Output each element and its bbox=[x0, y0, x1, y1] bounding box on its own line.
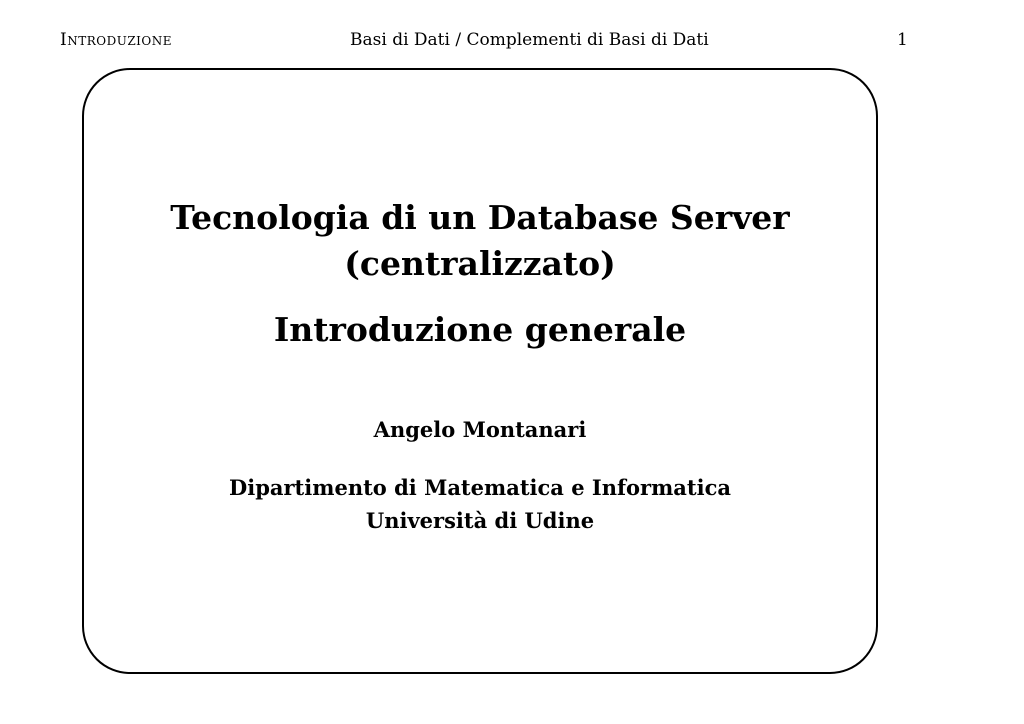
slide-title-line1: Tecnologia di un Database Server bbox=[170, 198, 790, 237]
author-name: Angelo Montanari bbox=[373, 417, 587, 442]
page-number: 1 bbox=[897, 30, 908, 50]
department: Dipartimento di Matematica e Informatica bbox=[229, 475, 731, 500]
slide-frame bbox=[82, 68, 878, 674]
header-course: Basi di Dati / Complementi di Basi di Dati bbox=[350, 30, 709, 50]
header-section: Introduzione bbox=[60, 30, 173, 50]
slide-title-line2: (centralizzato) bbox=[344, 244, 616, 283]
university: Università di Udine bbox=[365, 508, 595, 533]
running-header bbox=[0, 30, 1024, 54]
slide-subtitle: Introduzione generale bbox=[273, 310, 687, 349]
